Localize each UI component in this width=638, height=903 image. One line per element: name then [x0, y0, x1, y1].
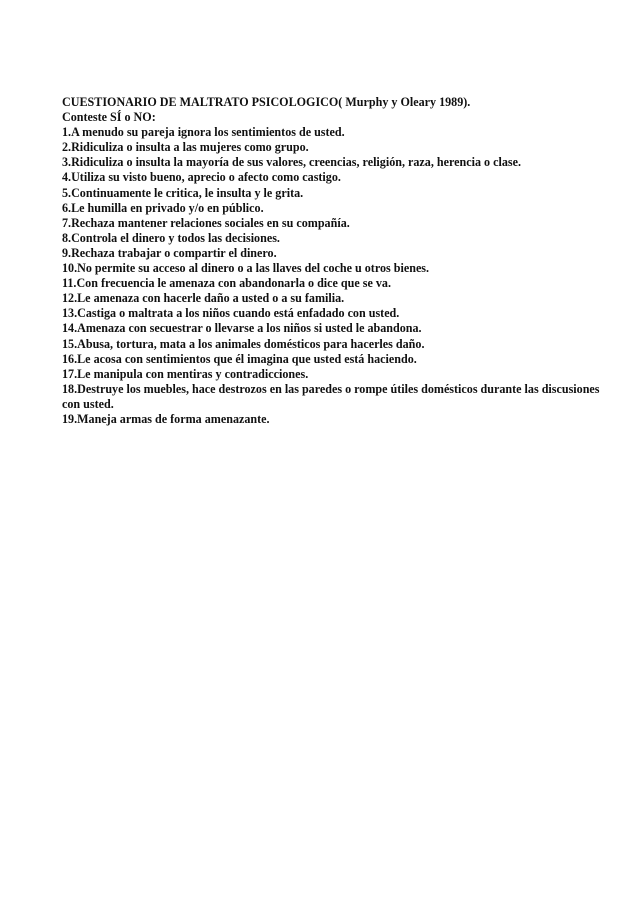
question-item: 4.Utiliza su visto bueno, aprecio o afecto como castigo.: [62, 170, 341, 185]
document-title: CUESTIONARIO DE MALTRATO PSICOLOGICO( Murphy y Oleary 1989).: [62, 95, 471, 109]
question-item: 8.Controla el dinero y todos las decisiones.: [62, 230, 280, 245]
question-item: 10.No permite su acceso al dinero o a las llaves del coche u otros bienes.: [62, 261, 430, 276]
question-item: 14.Amenaza con secuestrar o llevarse a los niños si usted le abandona.: [62, 321, 422, 336]
question-item: 2.Ridiculiza o insulta a las mujeres como grupo.: [62, 140, 309, 155]
question-item: 17.Le manipula con mentiras y contradicciones.: [62, 366, 309, 381]
question-item: 1.A menudo su pareja ignora los sentimientos de usted.: [62, 125, 345, 140]
question-item: 5.Continuamente le critica, le insulta y le grita.: [62, 185, 304, 200]
question-item: 3.Ridiculiza o insulta la mayoría de sus valores, creencias, religión, raza, herencia o clase.: [62, 155, 521, 170]
question-item: 7.Rechaza mantener relaciones sociales en su compañía.: [62, 215, 350, 230]
question-item: 19.Maneja armas de forma amenazante.: [62, 411, 270, 426]
document-instruction: Conteste SÍ o NO:: [62, 110, 156, 125]
question-item: 12.Le amenaza con hacerle daño a usted o a su familia.: [62, 291, 345, 306]
question-item: 16.Le acosa con sentimientos que él imagina que usted está haciendo.: [62, 351, 417, 366]
question-item: 9.Rechaza trabajar o compartir el dinero.: [62, 245, 277, 260]
questionnaire-text: [62, 95, 602, 427]
question-item: 18.Destruye los muebles, hace destrozos en las paredes o rompe útiles domésticos durante las discusiones con usted.: [62, 381, 600, 411]
question-item: 15.Abusa, tortura, mata a los animales domésticos para hacerles daño.: [62, 336, 425, 351]
question-item: 6.Le humilla en privado y/o en público.: [62, 200, 264, 215]
question-item: 11.Con frecuencia le amenaza con abandonarla o dice que se va.: [62, 276, 391, 291]
question-item: 13.Castiga o maltrata a los niños cuando está enfadado con usted.: [62, 306, 400, 321]
